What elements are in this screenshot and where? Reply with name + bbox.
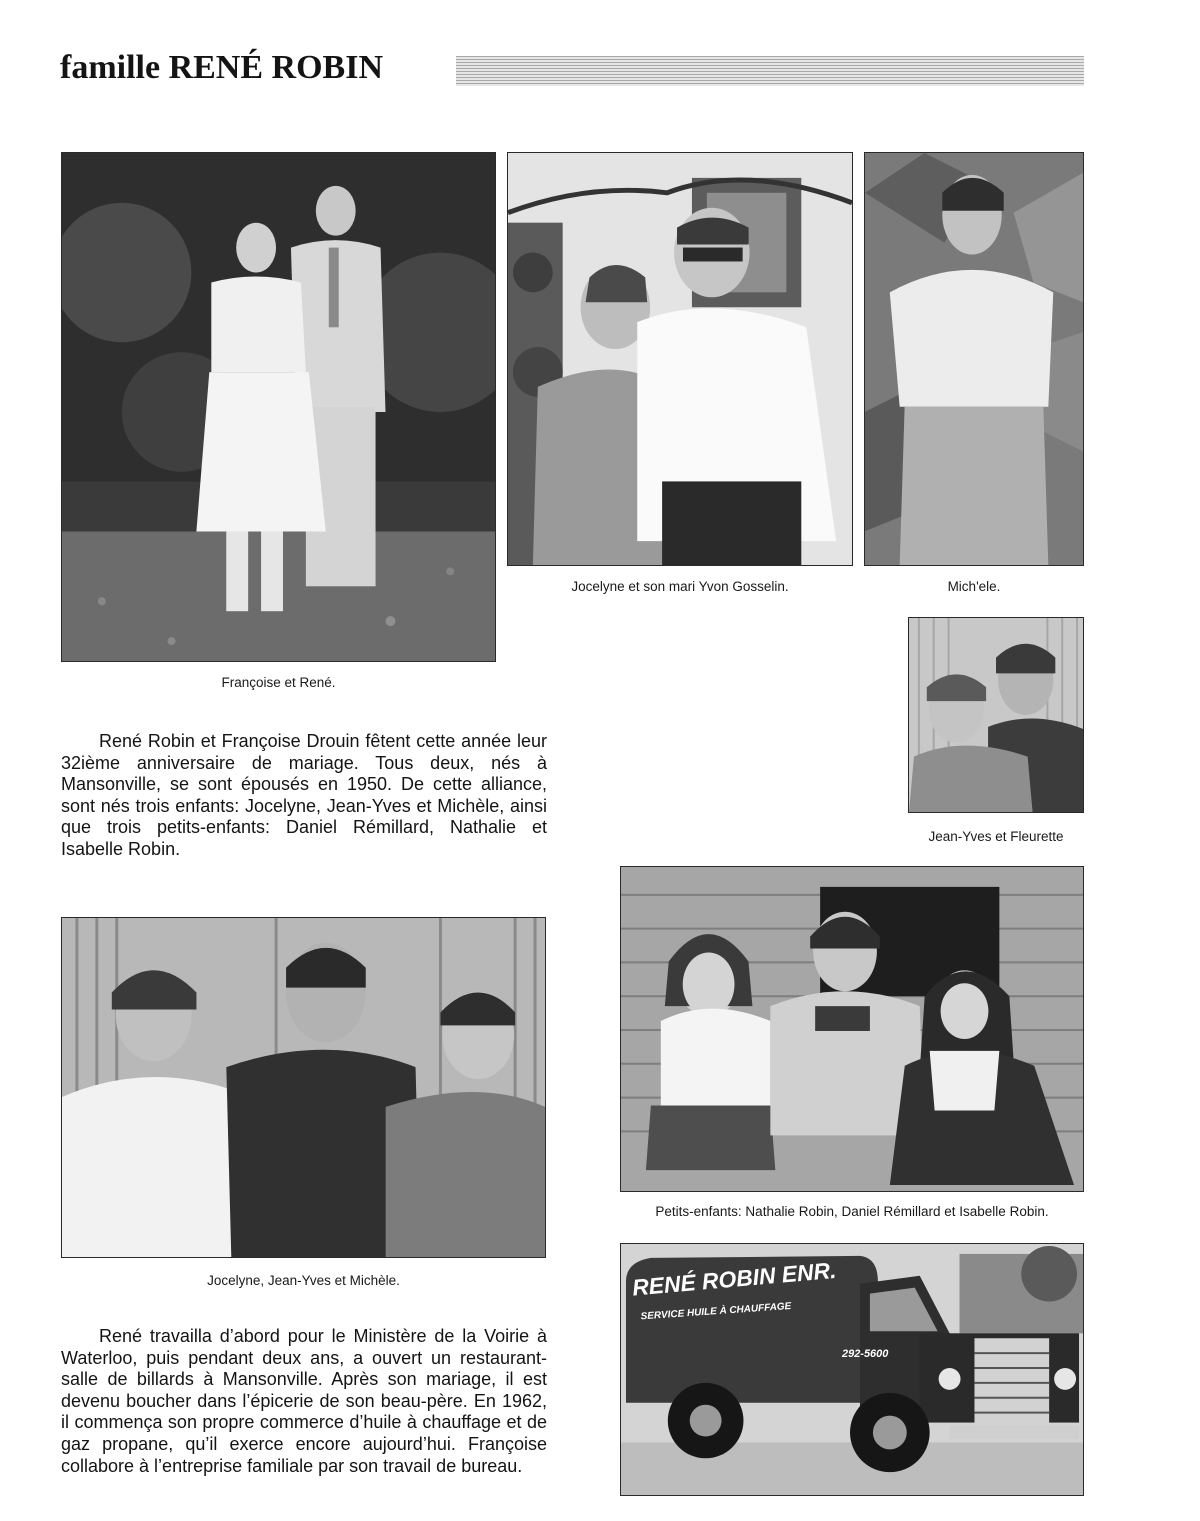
- caption-jean-yves-fleurette: Jean-Yves et Fleurette: [928, 829, 1064, 844]
- title-rule: [456, 56, 1084, 86]
- caption-francoise-rene: Françoise et René.: [221, 675, 336, 690]
- photo-grandchildren: [620, 866, 1084, 1192]
- caption-grandchildren: Petits-enfants: Nathalie Robin, Daniel Rémillard et Isabelle Robin.: [655, 1204, 1049, 1219]
- photo-jean-yves-fleurette: [908, 617, 1084, 813]
- truck-name: RENÉ ROBIN ENR.: [631, 1256, 838, 1301]
- paragraph-intro: René Robin et Françoise Drouin fêtent cette année leur 32ième anniversaire de mariage. Tous deux, nés à Mansonville, se sont épousés en 1950. De cette alliance, sont nés trois enfants: Jocelyne, Jean-Yves et Michèle, ainsi que trois petits-enfants: Daniel Rémillard, Nathalie et Isabelle Robin.: [61, 731, 547, 859]
- photo-siblings: [61, 917, 546, 1258]
- caption-jocelyne-yvon: Jocelyne et son mari Yvon Gosselin.: [571, 579, 789, 594]
- page-title: famille RENÉ ROBIN: [60, 49, 383, 86]
- photo-francoise-rene: [61, 152, 496, 662]
- truck-phone: 292-5600: [842, 1348, 889, 1361]
- caption-michele: Mich'ele.: [947, 579, 1001, 594]
- photo-michele: [864, 152, 1084, 566]
- photo-truck: [620, 1243, 1084, 1496]
- truck-service: SERVICE HUILE À CHAUFFAGE: [640, 1300, 792, 1323]
- photo-jocelyne-yvon: [507, 152, 853, 566]
- caption-siblings: Jocelyne, Jean-Yves et Michèle.: [207, 1273, 400, 1288]
- paragraph-career: René travailla d’abord pour le Ministère de la Voirie à Waterloo, puis pendant deux ans, a ouvert un restaurant-salle de billards à Mansonville. Après son mariage, il est devenu boucher dans l’épicerie de son beau-père. En 1962, il commença son propre commerce d’huile à chauffage et de gaz propane, qu’il exerce encore aujourd’hui. Françoise collabore à l’entreprise familiale par son travail de bureau.: [61, 1326, 547, 1476]
